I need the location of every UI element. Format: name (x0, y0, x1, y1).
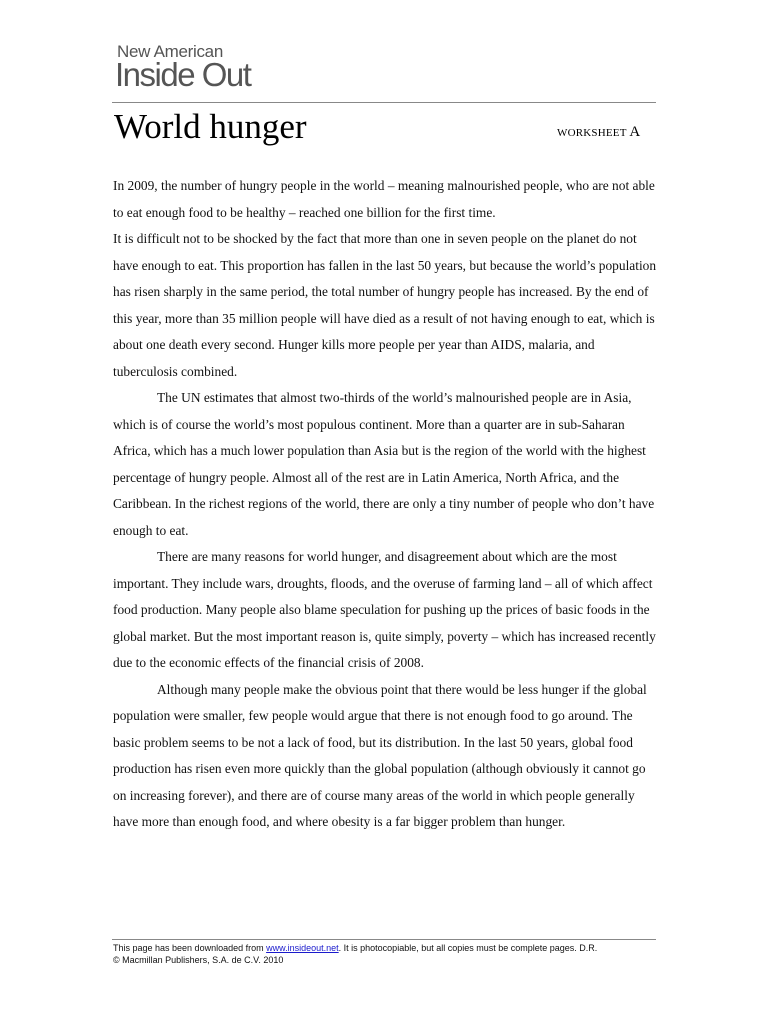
paragraph-2: It is difficult not to be shocked by the fact that more than one in seven people on the planet do not have enough to eat. This proportion has fallen in the last 50 years, but because the world’s population has risen sharply in the same period, the total number of hungry people has increased. By the end of this year, more than 35 million people will have died as a result of not having enough to eat, which is about one death every second. Hunger kills more people per year than AIDS, malaria, and tuberculosis combined. (113, 231, 657, 379)
footer-text-before-link: This page has been downloaded from (113, 943, 267, 953)
paragraph-4: There are many reasons for world hunger, and disagreement about which are the most important. They include wars, droughts, floods, and the overuse of farming land – all of which affect food production. Many people also blame speculation for pushing up the prices of basic foods in the global market. But the most important reason is, quite simply, poverty – which has increased recently due to the economic effects of the financial crisis of 2008. (113, 549, 656, 670)
paragraph-5: Although many people make the obvious point that there would be less hunger if the global population were smaller, few people would argue that there is not enough food to go around. The basic problem seems to be not a lack of food, but its distribution. In the last 50 years, global food production has risen even more quickly than the global population (although obviously it cannot go on increasing forever), and there are of course many areas of the world in which people generally have more than enough food, and where obesity is a far bigger problem than hunger. (113, 681, 647, 829)
worksheet-word: WORKSHEET (557, 127, 627, 139)
footer-link[interactable]: www.insideout.net (266, 943, 339, 953)
paragraph-1: In 2009, the number of hungry people in the world – meaning malnourished people, who are not able to eat enough food to be healthy – reached one billion for the first time. (113, 178, 655, 220)
footer-copyright: © Macmillan Publishers, S.A. de C.V. 2010 (113, 955, 284, 965)
page-title: World hunger (114, 107, 307, 146)
header-divider (112, 102, 656, 103)
page-footer (113, 942, 673, 966)
footer-text-after-link: . It is photocopiable, but all copies must be complete pages. D.R. (338, 943, 598, 953)
worksheet-label (557, 124, 640, 141)
brand-subtitle: New American (117, 42, 223, 61)
worksheet-letter: A (629, 124, 641, 140)
brand-logo: Inside Out (115, 56, 251, 93)
footer-divider (112, 939, 656, 940)
article-body (113, 173, 658, 836)
footer-notice (113, 942, 673, 954)
paragraph-3: The UN estimates that almost two-thirds of the world’s malnourished people are in Asia, which is of course the world’s most populous continent. More than a quarter are in sub-Saharan Africa, which has a much lower population than Asia but is the region of the world with the highest percentage of hungry people. Almost all of the rest are in Latin America, North Africa, and the Caribbean. In the richest regions of the world, there are only a tiny number of people who don’t have enough to eat. (113, 390, 655, 538)
